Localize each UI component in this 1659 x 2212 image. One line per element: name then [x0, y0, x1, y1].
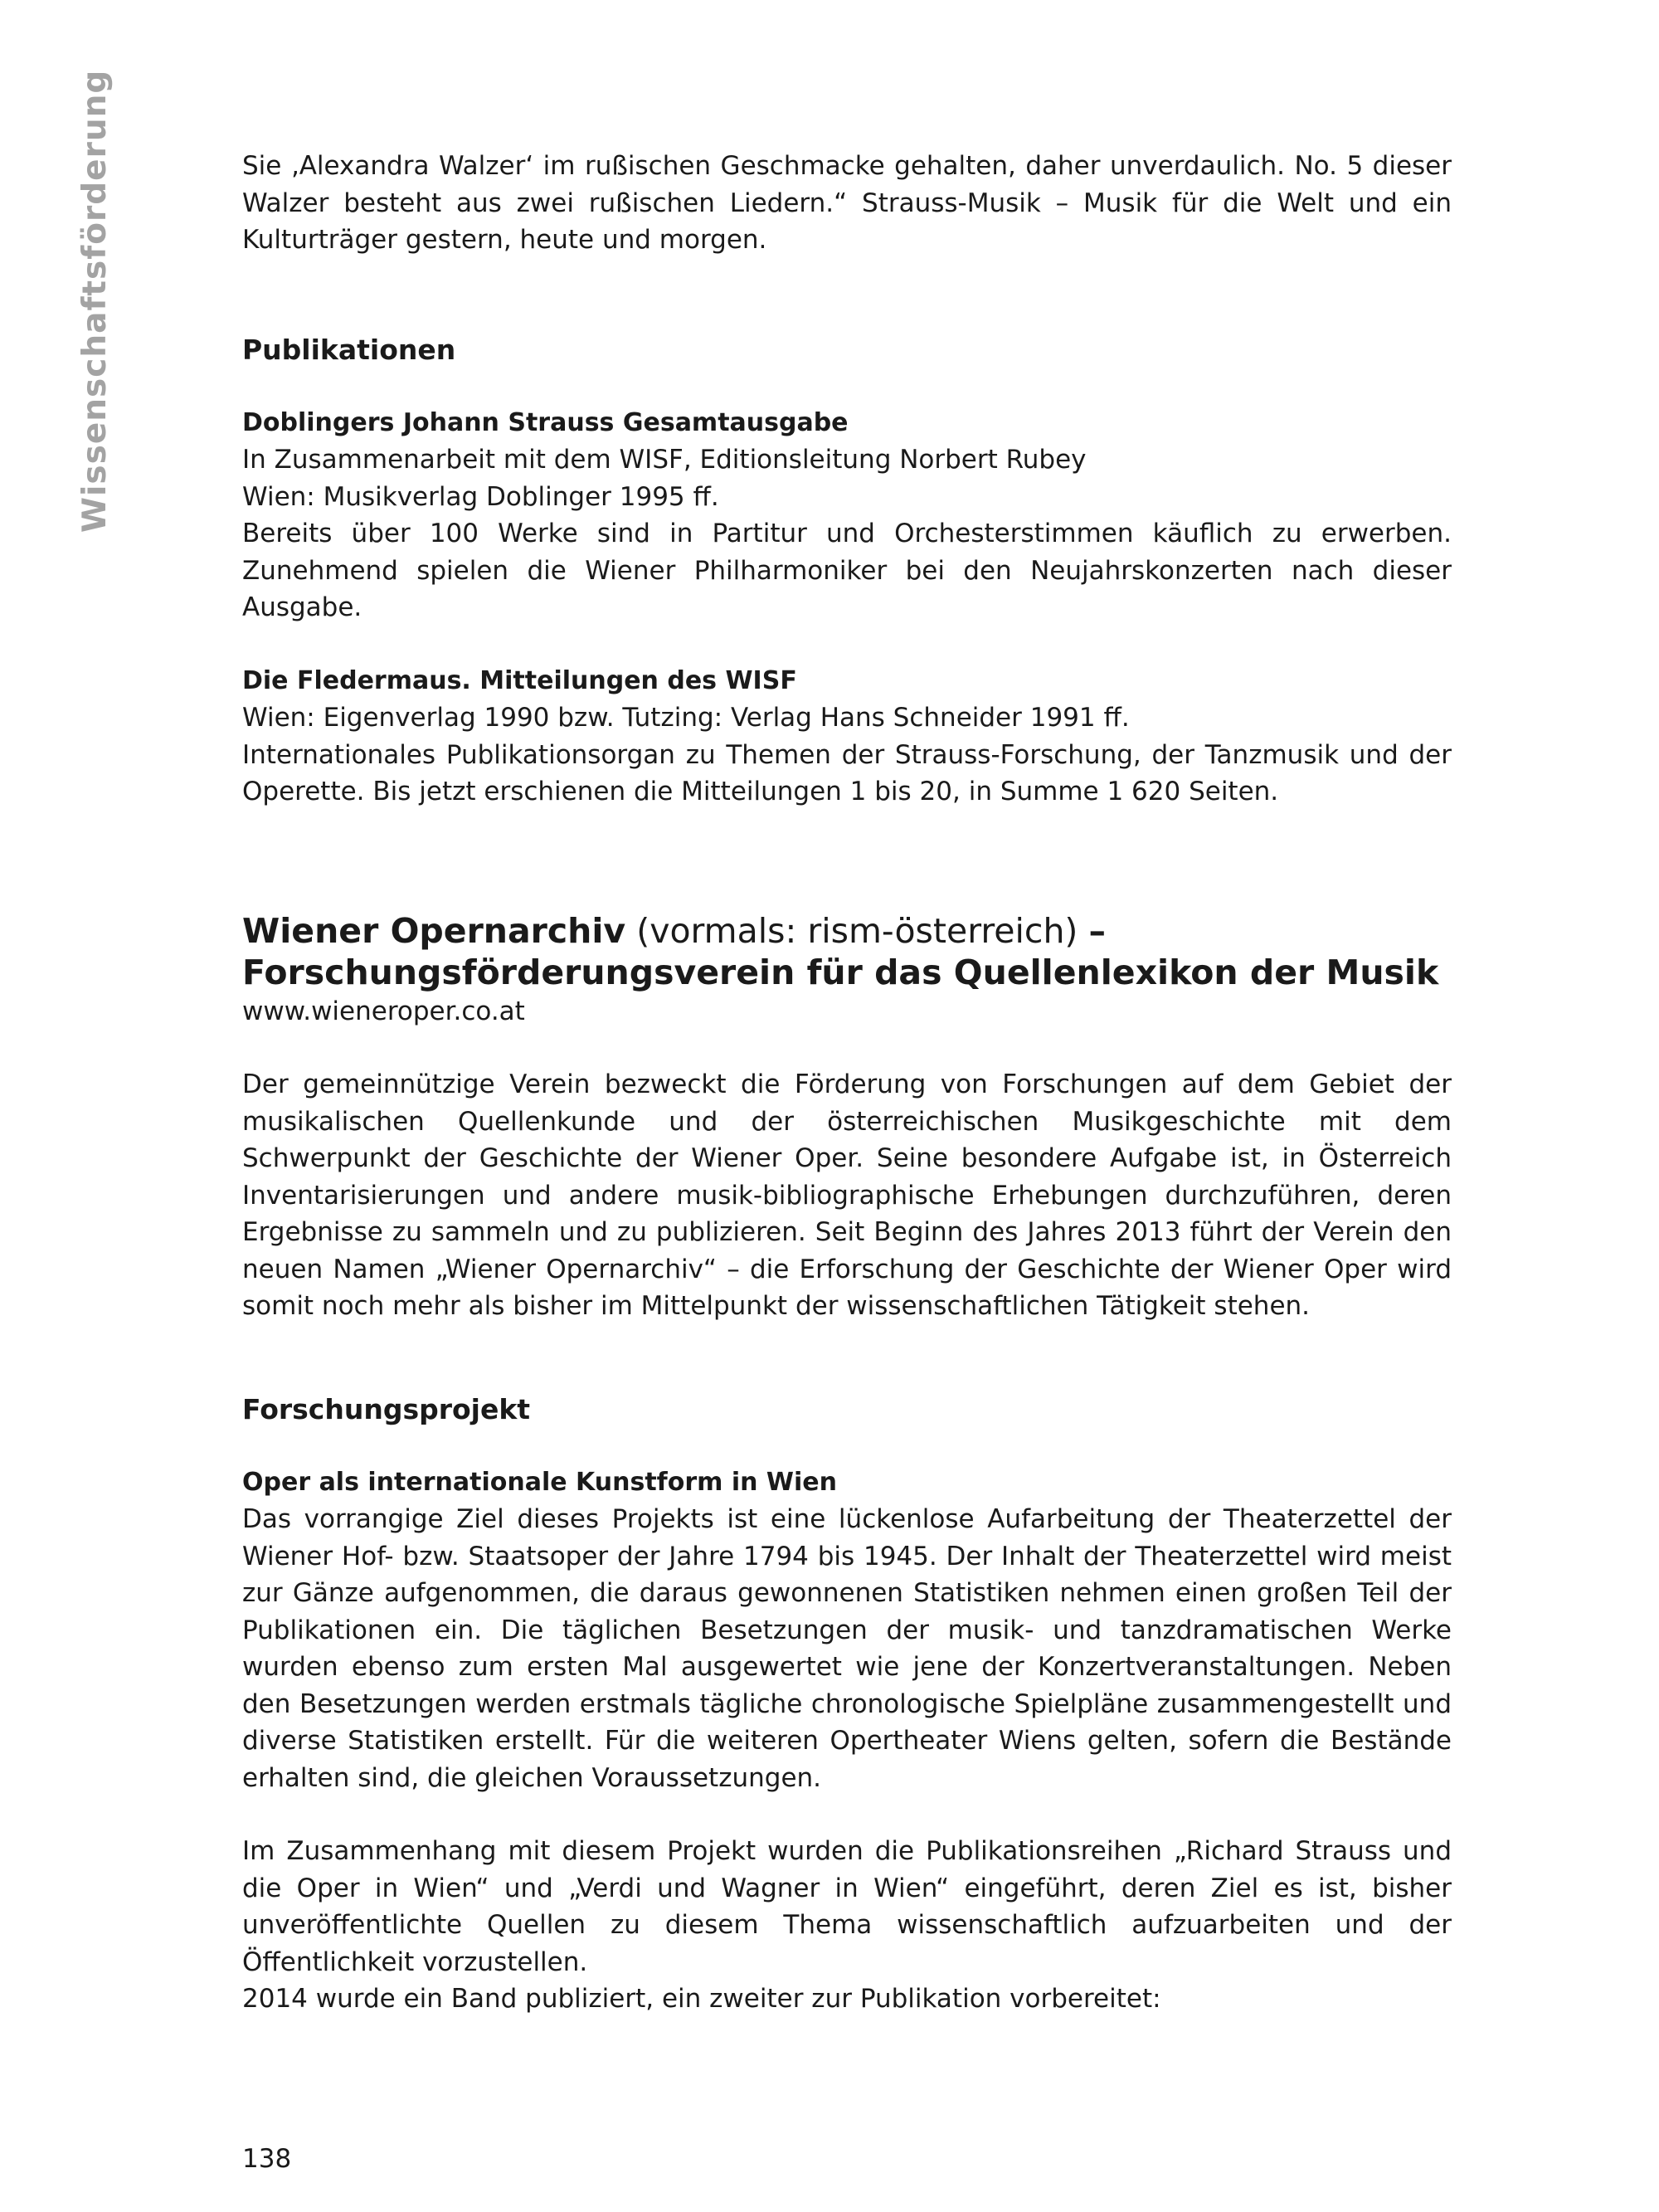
- section-title-line2: Forschungsförderungsverein für das Quellenlexikon der Musik: [242, 952, 1439, 992]
- research-series-paragraph: Im Zusammenhang mit diesem Projekt wurden die Publikationsreihen „Richard Strauss und die Oper in Wien“ und „Verdi und Wagner in Wien“ eingeführt, deren Ziel es ist, bisher unveröffentlichte Quellen zu diesem Thema wissenschaftlich aufzuarbeiten und der Öffentlichkeit vorzustellen.: [242, 1836, 1452, 1977]
- page-number: 138: [242, 2144, 292, 2174]
- research-final-line: 2014 wurde ein Band publiziert, ein zweiter zur Publikation vorbereitet:: [242, 1984, 1161, 2014]
- publications-heading: Publikationen: [242, 333, 456, 366]
- side-section-label: [76, 69, 126, 533]
- research-project-paragraph: Das vorrangige Ziel dieses Projekts ist eine lückenlose Aufarbeitung der Theaterzettel der Wiener Hof- bzw. Staatsoper der Jahre 1794 bis 1945. Der Inhalt der Theaterzettel wird meist zur Gänze aufgenommen, die daraus gewonnenen Statistiken nehmen einen großen Teil der Publikationen ein. Die täglichen Besetzungen der musik- und tanzdramatischen Werke wurden ebenso zum ersten Mal ausgewertet wie jene der Konzertveranstaltungen. Neben den Besetzungen werden erstmals tägliche chronologische Spielpläne zusammengestellt und diverse Statistiken erstellt. Für die weiteren Opertheater Wiens gelten, sofern die Bestände erhalten sind, die gleichen Voraussetzungen.: [242, 1504, 1452, 1793]
- publication-2-description: Internationales Publikationsorgan zu Themen der Strauss-Forschung, der Tanzmusik und der Operette. Bis jetzt erschienen die Mitteilungen 1 bis 20, in Summe 1 620 Seiten.: [242, 739, 1452, 806]
- section-title-light: (vormals: rism-österreich): [636, 910, 1078, 951]
- section-paragraph: Der gemeinnützige Verein bezweckt die Förderung von Forschungen auf dem Gebiet der musikalischen Quellenkunde und der österreichischen Musikgeschichte mit dem Schwerpunkt der Geschichte der Wiener Oper. Seine besondere Aufgabe ist, in Österreich Inventarisierungen und andere musik-bibliographische Erhebungen durchzuführen, deren Ergebnisse zu sammeln und zu publizieren. Seit Beginn des Jahres 2013 führt der Verein den neuen Namen „Wiener Opernarchiv“ – die Erforschung der Geschichte der Wiener Oper wird somit noch mehr als bisher im Mittelpunkt der wissenschaftlichen Tätigkeit stehen.: [242, 1069, 1452, 1321]
- intro-paragraph: Sie ‚Alexandra Walzer‘ im rußischen Geschmacke gehalten, daher unverdaulich. No. 5 dieser Walzer besteht aus zwei rußischen Liedern.“ Strauss-Musik – Musik für die Welt und ein Kulturträger gestern, heute und morgen.: [242, 151, 1452, 255]
- side-section-label-text: Wissenschaftsförderung: [76, 69, 114, 533]
- publication-1-line2: Wien: Musikverlag Doblinger 1995 ff.: [242, 481, 719, 512]
- publication-1-title: Doblingers Johann Strauss Gesamtausgabe: [242, 407, 849, 437]
- section-title-dash: –: [1088, 910, 1106, 951]
- section-subtitle: [242, 952, 1452, 993]
- section-url: www.wieneroper.co.at: [242, 996, 525, 1026]
- research-project-title: Oper als internationale Kunstform in Wien: [242, 1467, 837, 1497]
- publication-2-title: Die Fledermaus. Mitteilungen des WISF: [242, 665, 797, 695]
- research-heading: Forschungsprojekt: [242, 1392, 531, 1425]
- page-content: [242, 148, 1452, 2018]
- section-title: [242, 910, 1452, 952]
- publication-1-line1: In Zusammenarbeit mit dem WISF, Editionsleitung Norbert Rubey: [242, 445, 1087, 475]
- publication-1-description: Bereits über 100 Werke sind in Partitur und Orchesterstimmen käuflich zu erwerben. Zunehmend spielen die Wiener Philharmoniker bei den Neujahrskonzerten nach dieser Ausgabe.: [242, 519, 1452, 622]
- publication-2-line1: Wien: Eigenverlag 1990 bzw. Tutzing: Verlag Hans Schneider 1991 ff.: [242, 703, 1130, 733]
- section-title-bold: Wiener Opernarchiv: [242, 910, 626, 951]
